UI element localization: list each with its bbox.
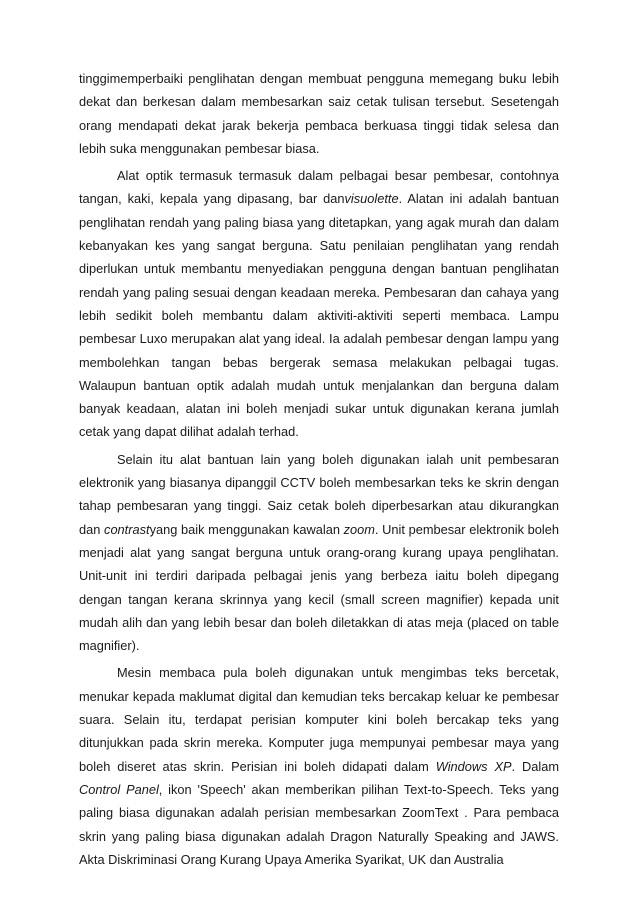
paragraph-4-text-c: , ikon 'Speech' akan memberikan pilihan Text-to-Speech. Teks yang paling biasa digunakan adalah perisian membesarkan ZoomText . Para pembaca skrin yang paling biasa digunakan adalah Dragon Naturally Speaking and JAWS. Akta Diskriminasi Orang Kurang Upaya Amerika Syarikat, UK dan Australia xyxy=(79,781,559,867)
paragraph-3-italic-zoom: zoom xyxy=(343,521,375,537)
paragraph-4-italic-windows-xp: Windows XP xyxy=(435,758,512,774)
paragraph-3-text-c: . Unit pembesar elektronik boleh menjadi alat yang sangat berguna untuk orang-orang kurang upaya penglihatan. Unit-unit ini terdiri daripada pelbagai jenis yang berbeza iaitu boleh dipegang dengan tangan kerana skrinnya yang kecil (small screen magnifier) kepada unit mudah alih dan yang lebih besar dan boleh diletakkan di atas meja (placed on table magnifier). xyxy=(79,521,559,654)
paragraph-2-text-a: Alat optik termasuk termasuk dalam pelbagai besar pembesar, contohnya tangan, kaki, kepala yang dipasang, bar dan xyxy=(79,168,559,207)
paragraph-1 xyxy=(79,67,559,160)
paragraph-1-text: tinggimemperbaiki penglihatan dengan membuat pengguna memegang buku lebih dekat dan berkesan dalam membesarkan saiz cetak tulisan tersebut. Sesetengah orang mendapati dekat jarak bekerja pembaca berkuasa tinggi tidak selesa dan lebih suka menggunakan pembesar biasa. xyxy=(79,71,559,156)
paragraph-4-italic-control-panel: Control Panel xyxy=(79,781,159,797)
paragraph-2-italic-term: visuolette xyxy=(344,191,399,207)
paragraph-2-text-b: . Alatan ini adalah bantuan penglihatan rendah yang paling biasa yang ditetapkan, yang agak murah dan dalam kebanyakan kes yang sangat berguna. Satu penilaian penglihatan yang rendah diperlukan untuk membantu menyediakan pengguna dengan bantuan penglihatan rendah yang paling sesuai dengan keadaan mereka. Pembesaran dan cahaya yang lebih sedikit boleh membantu dalam aktiviti-aktiviti seperti membaca. Lampu pembesar Luxo merupakan alat yang ideal. Ia adalah pembesar dengan lampu yang membolehkan tangan bebas bergerak semasa melakukan pelbagai tugas. Walaupun bantuan optik adalah mudah untuk menjalankan dan berguna dalam banyak keadaan, alatan ini boleh menjadi sukar untuk digunakan kerana jumlah cetak yang dapat dilihat adalah terhad. xyxy=(79,191,559,440)
paragraph-2 xyxy=(79,164,559,444)
paragraph-4-text-b: . Dalam xyxy=(511,758,559,774)
paragraph-4-text-a: Mesin membaca pula boleh digunakan untuk mengimbas teks bercetak, menukar kepada maklumat digital dan kemudian teks bercakap keluar ke pembesar suara. Selain itu, terdapat perisian komputer kini boleh bercakap teks yang ditunjukkan pada skrin mereka. Komputer juga mempunyai pembesar maya yang boleh diseret atas skrin. Perisian ini boleh didapati dalam xyxy=(79,665,559,774)
paragraph-3 xyxy=(79,448,559,658)
paragraph-3-italic-contrast: contrast xyxy=(104,521,150,537)
paragraph-3-text-b: yang baik menggunakan kawalan xyxy=(149,521,344,537)
paragraph-4 xyxy=(79,661,559,871)
paragraph-3-text-a: Selain itu alat bantuan lain yang boleh digunakan ialah unit pembesaran elektronik yang biasanya dipanggil CCTV boleh membesarkan teks ke skrin dengan tahap pembesaran yang tinggi. Saiz cetak boleh diperbesarkan atau dikurangkan dan xyxy=(79,451,559,537)
